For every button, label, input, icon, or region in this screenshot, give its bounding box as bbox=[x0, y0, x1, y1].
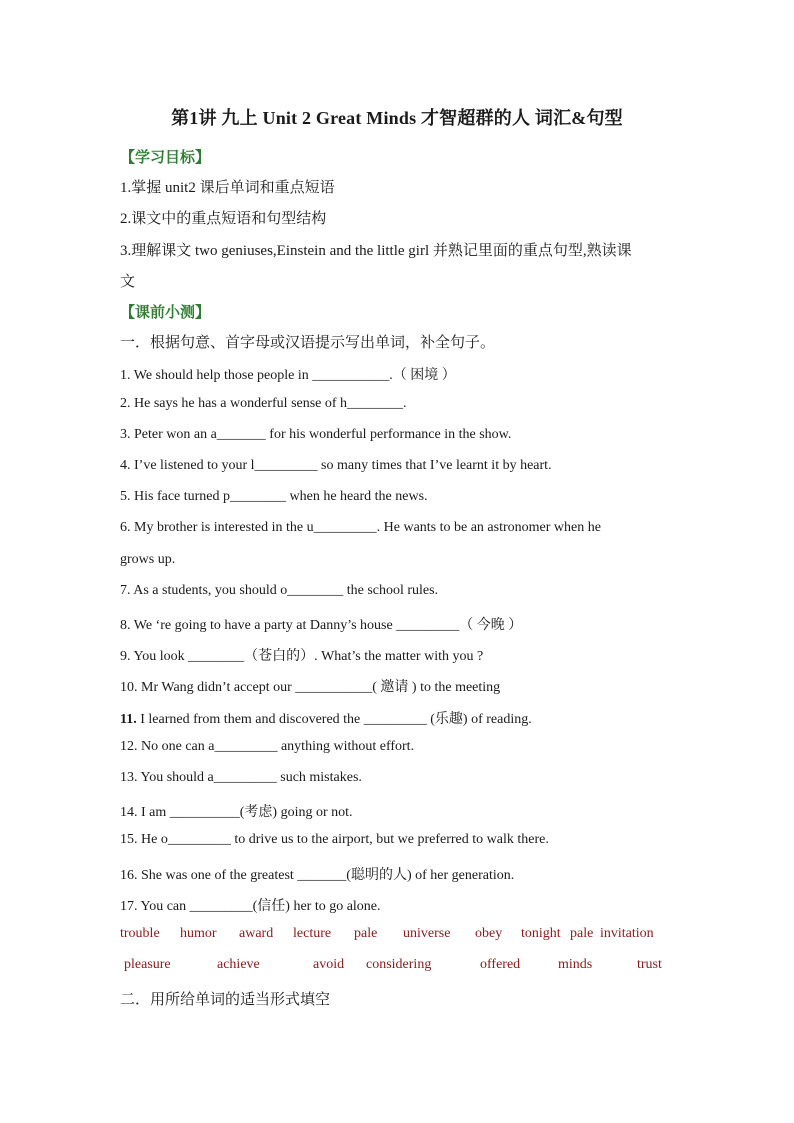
section-heading-quiz: 【课前小测】 bbox=[120, 305, 211, 321]
word-bank-word: lecture bbox=[293, 926, 332, 941]
word-bank-word: trouble bbox=[120, 926, 160, 941]
question-item: 14. I am __________(考虑) going or not. bbox=[120, 805, 353, 820]
part1-heading: 一．根据句意、首字母或汉语提示写出单词，补全句子。 bbox=[120, 335, 496, 351]
question-item: 12. No one can a_________ anything without effort. bbox=[120, 739, 415, 754]
question-item: 4. I’ve listened to your l_________ so many times that I’ve learnt it by heart. bbox=[120, 458, 552, 473]
question-item: 5. His face turned p________ when he heard the news. bbox=[120, 489, 428, 504]
word-bank-word: minds bbox=[558, 957, 593, 972]
section-heading-goals: 【学习目标】 bbox=[120, 150, 211, 166]
question-item: 11. I learned from them and discovered the _________ (乐趣) of reading. bbox=[120, 712, 532, 727]
question-item: 15. He o_________ to drive us to the airport, but we preferred to walk there. bbox=[120, 832, 549, 847]
word-bank-row bbox=[0, 957, 794, 977]
word-bank-word: universe bbox=[403, 926, 451, 941]
goal-item: 2.课文中的重点短语和句型结构 bbox=[120, 211, 327, 227]
question-item: 16. She was one of the greatest _______(聪明的人) of her generation. bbox=[120, 868, 515, 883]
question-item: 7. As a students, you should o________ the school rules. bbox=[120, 583, 439, 598]
word-bank-word: avoid bbox=[313, 957, 345, 972]
goal-item: 3.理解课文 two geniuses,Einstein and the little girl 并熟记里面的重点句型,熟读课 bbox=[120, 243, 632, 259]
word-bank-word: achieve bbox=[217, 957, 260, 972]
word-bank-word: considering bbox=[366, 957, 432, 972]
question-item: 1. We should help those people in ___________.（ 困境 ） bbox=[120, 368, 456, 383]
part2-heading: 二．用所给单词的适当形式填空 bbox=[120, 992, 331, 1008]
word-bank-word: tonight bbox=[521, 926, 561, 941]
question-item: 9. You look ________（苍白的）. What’s the matter with you ? bbox=[120, 649, 484, 664]
question-item: 3. Peter won an a_______ for his wonderful performance in the show. bbox=[120, 427, 512, 442]
word-bank-row bbox=[0, 926, 794, 946]
question-item: 10. Mr Wang didn’t accept our ___________( 邀请 ) to the meeting bbox=[120, 680, 501, 695]
word-bank-word: invitation bbox=[600, 926, 654, 941]
word-bank-word: award bbox=[239, 926, 274, 941]
page-title: 第1讲 九上 Unit 2 Great Minds 才智超群的人 词汇&句型 bbox=[171, 108, 623, 128]
question-item: 17. You can _________(信任) her to go alone. bbox=[120, 899, 381, 914]
goal-item: 文 bbox=[120, 274, 136, 290]
word-bank-word: pleasure bbox=[124, 957, 171, 972]
question-item: grows up. bbox=[120, 552, 176, 567]
question-item: 2. He says he has a wonderful sense of h________. bbox=[120, 396, 407, 411]
question-item: 6. My brother is interested in the u_________. He wants to be an astronomer when he bbox=[120, 520, 601, 535]
word-bank-word: obey bbox=[475, 926, 503, 941]
word-bank-word: pale bbox=[354, 926, 378, 941]
word-bank-word: humor bbox=[180, 926, 217, 941]
word-bank-word: offered bbox=[480, 957, 521, 972]
question-item: 8. We ‘re going to have a party at Danny’s house _________（ 今晚 ） bbox=[120, 618, 523, 633]
word-bank-word: trust bbox=[637, 957, 662, 972]
word-bank-word: pale bbox=[570, 926, 594, 941]
question-item: 13. You should a_________ such mistakes. bbox=[120, 770, 362, 785]
goal-item: 1.掌握 unit2 课后单词和重点短语 bbox=[120, 180, 335, 196]
